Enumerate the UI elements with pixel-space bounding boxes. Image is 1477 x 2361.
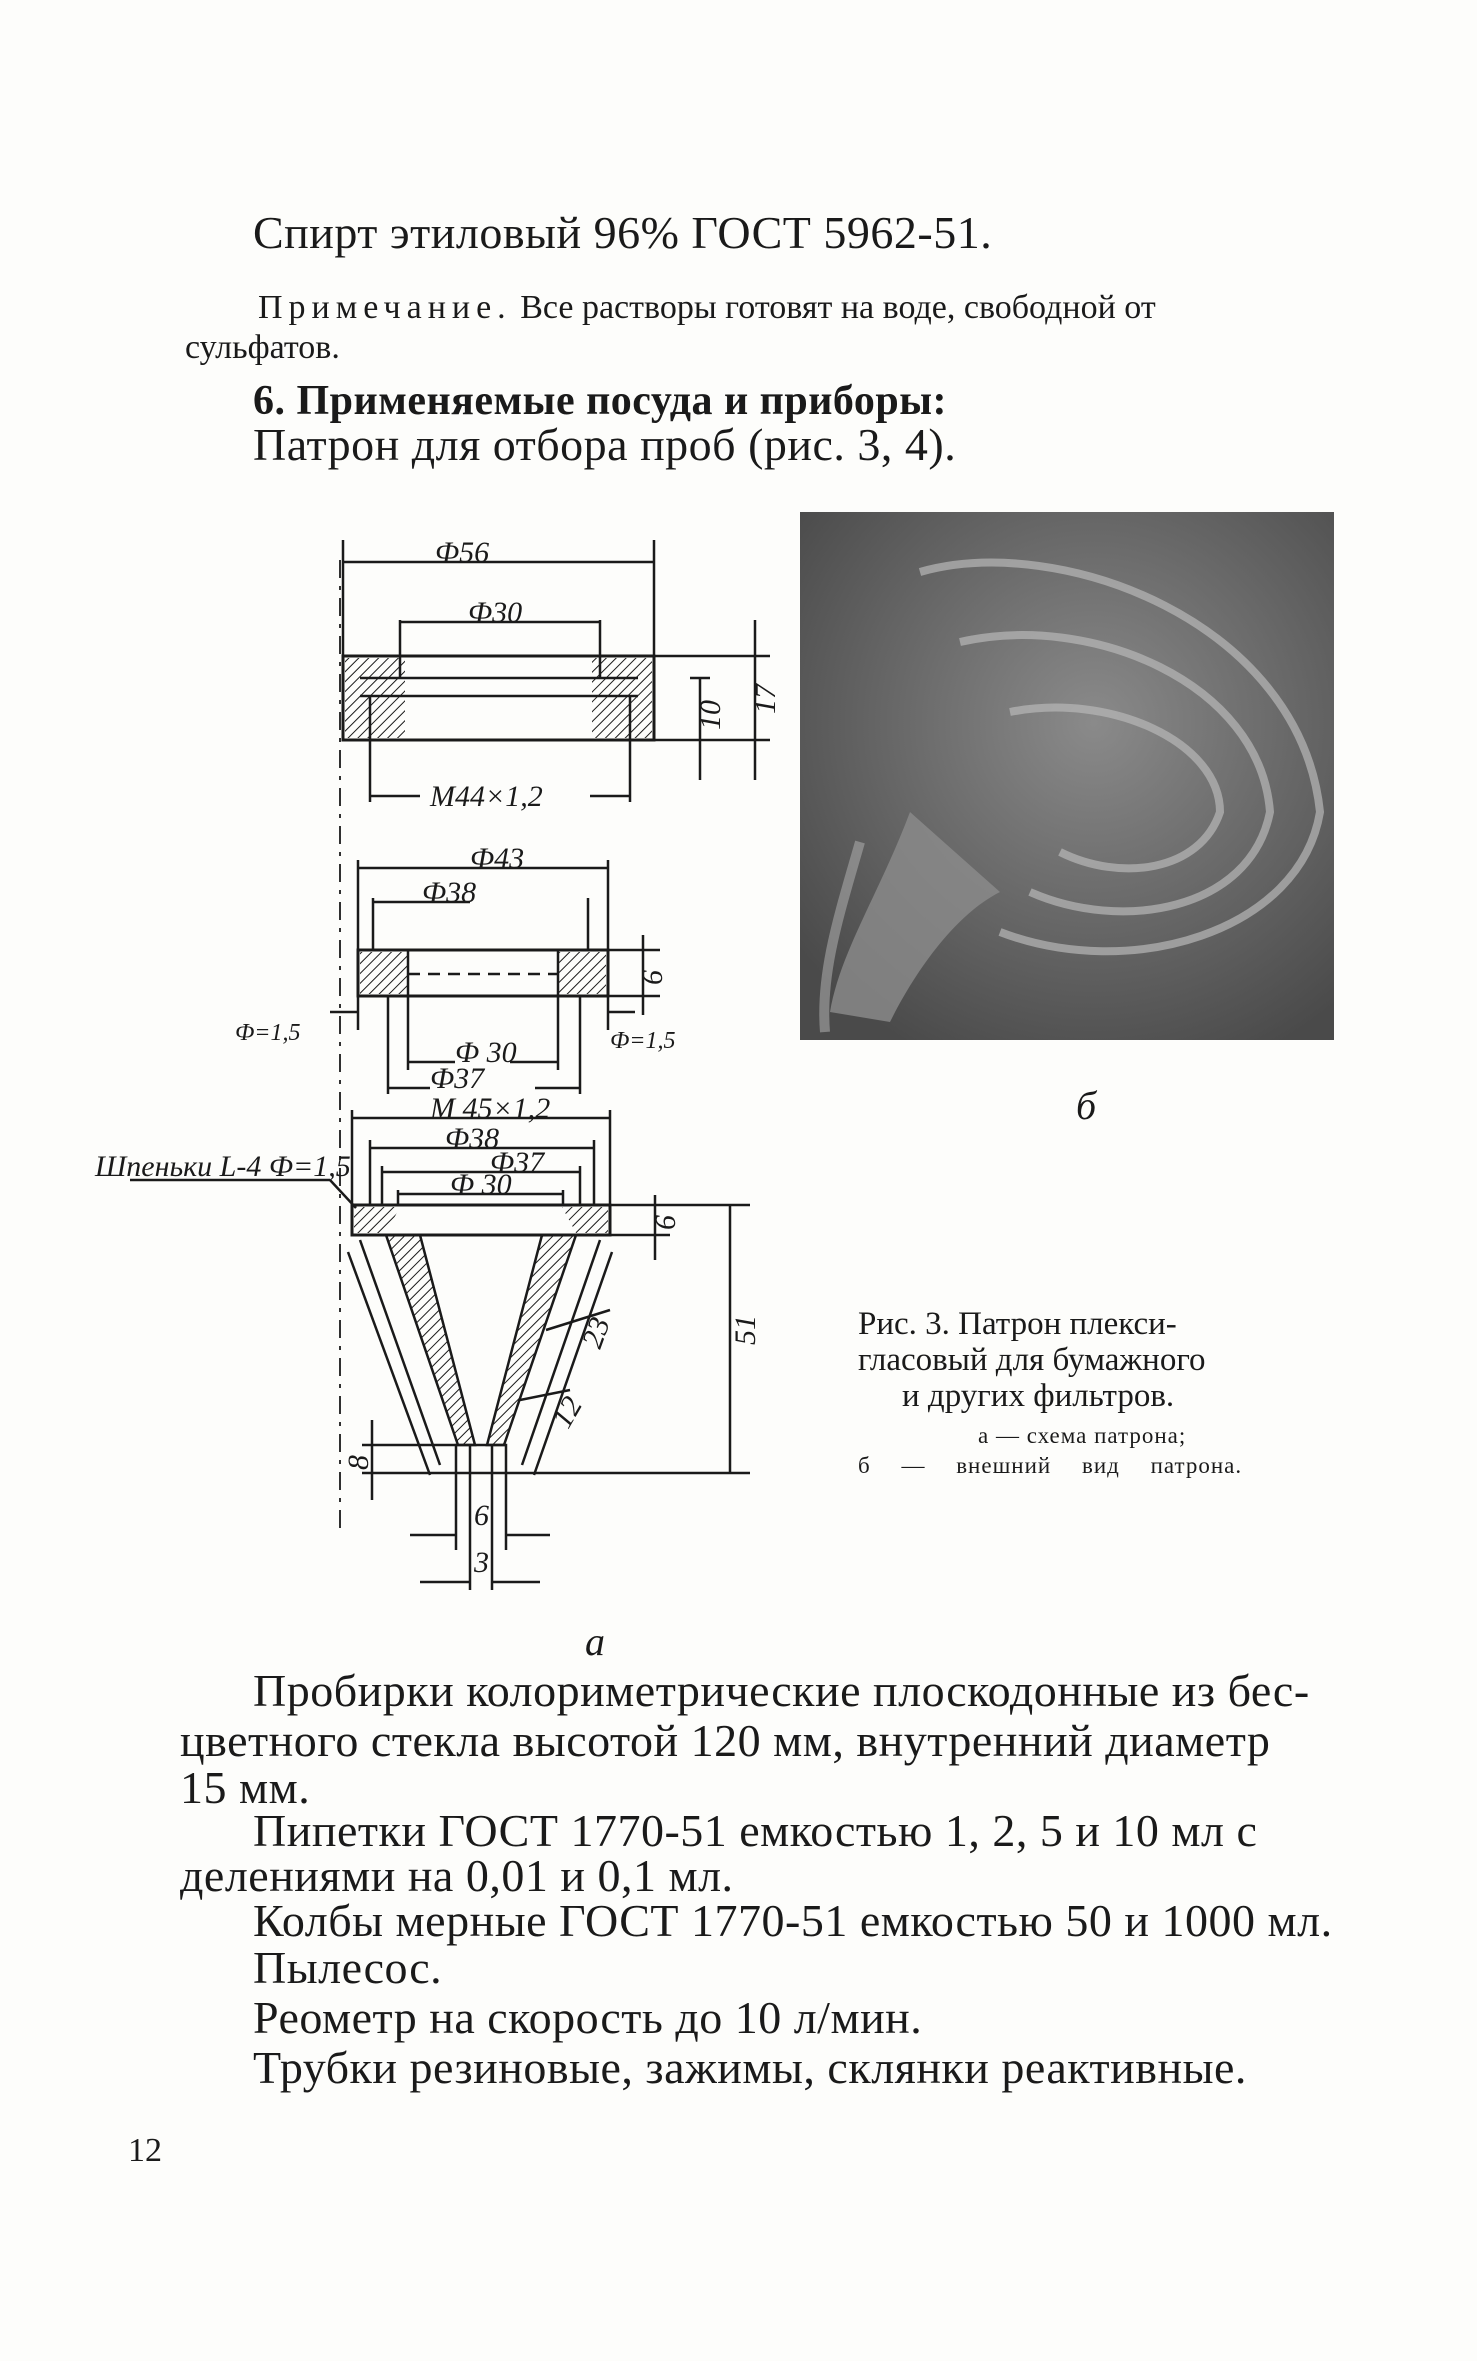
drawing-label: а — [585, 1619, 605, 1664]
caption-line-3: и других фильтров. — [902, 1378, 1175, 1414]
pins-label: Шпеньки L-4 Ф=1,5 — [95, 1150, 351, 1183]
item-line-3: 15 мм. — [180, 1762, 311, 1813]
item-line-5: делениями на 0,01 и 0,1 мл. — [180, 1850, 734, 1901]
dim-d30-bot: Ф 30 — [450, 1168, 512, 1201]
dim-d30-mid: Ф 30 — [455, 1036, 517, 1069]
dim-d37-mid: Ф37 — [430, 1062, 485, 1095]
note-line-1 — [258, 291, 1156, 325]
thread-bot: М 45×1,2 — [430, 1092, 551, 1125]
note-line-2: сульфатов. — [185, 329, 340, 366]
caption-line-1: Рис. 3. Патрон плекси- — [858, 1306, 1177, 1342]
item-line-6: Колбы мерные ГОСТ 1770-51 емкостью 50 и 1000 мл. — [253, 1895, 1333, 1946]
dim-8: 8 — [342, 1455, 375, 1470]
dim-10: 10 — [694, 700, 727, 730]
note-text-1: Все растворы готовят на воде, свободной от — [511, 289, 1156, 326]
section-first-item: Патрон для отбора проб (рис. 3, 4). — [253, 419, 957, 470]
item-line-4: Пипетки ГОСТ 1770-51 емкостью 1, 2, 5 и 10 мл с — [253, 1805, 1258, 1856]
section-heading: 6. Применяемые посуда и приборы: — [253, 378, 948, 424]
caption-legend-1: а — схема патрона; — [978, 1423, 1187, 1448]
item-line-7: Пылесос. — [253, 1942, 443, 1993]
dim-12: 12 — [545, 1391, 590, 1434]
item-line-8: Реометр на скорость до 10 л/мин. — [253, 1992, 923, 2043]
cartridge-photo — [800, 512, 1334, 1040]
dim-6-tip: 6 — [474, 1499, 489, 1532]
item-line-1: Пробирки колориметрические плоскодонные из бес- — [253, 1665, 1310, 1716]
dim-17: 17 — [749, 684, 782, 714]
dim-d30-top: Ф30 — [468, 596, 523, 629]
dim-d37-bot: Ф37 — [490, 1146, 545, 1179]
dim-d43: Ф43 — [470, 842, 525, 875]
photo-label: б — [1076, 1083, 1097, 1128]
note-label: Примечание. — [258, 289, 512, 326]
cartridge-drawing — [90, 536, 782, 1620]
dim-d56: Ф56 — [435, 536, 490, 569]
dim-23: 23 — [575, 1312, 617, 1353]
dim-d15-left: Ф=1,5 — [235, 1020, 301, 1046]
caption-legend-2: б — внешний вид патрона. — [858, 1453, 1243, 1478]
dim-d38-bot: Ф38 — [445, 1122, 500, 1155]
dim-3: 3 — [474, 1546, 489, 1579]
dim-d15-right: Ф=1,5 — [610, 1028, 676, 1054]
item-line-2: цветного стекла высотой 120 мм, внутренний диаметр — [180, 1715, 1271, 1766]
header-line: Спирт этиловый 96% ГОСТ 5962-51. — [253, 207, 993, 258]
item-line-9: Трубки резиновые, зажимы, склянки реактивные. — [253, 2042, 1247, 2093]
dim-51: 51 — [729, 1315, 762, 1345]
caption-line-2: гласовый для бумажного — [858, 1342, 1206, 1378]
page-number: 12 — [128, 2132, 162, 2169]
thread-top: М44×1,2 — [430, 780, 543, 813]
dim-d38-mid: Ф38 — [422, 876, 477, 909]
dim-6-mid: 6 — [636, 970, 669, 985]
dim-6-bot: 6 — [649, 1215, 682, 1230]
